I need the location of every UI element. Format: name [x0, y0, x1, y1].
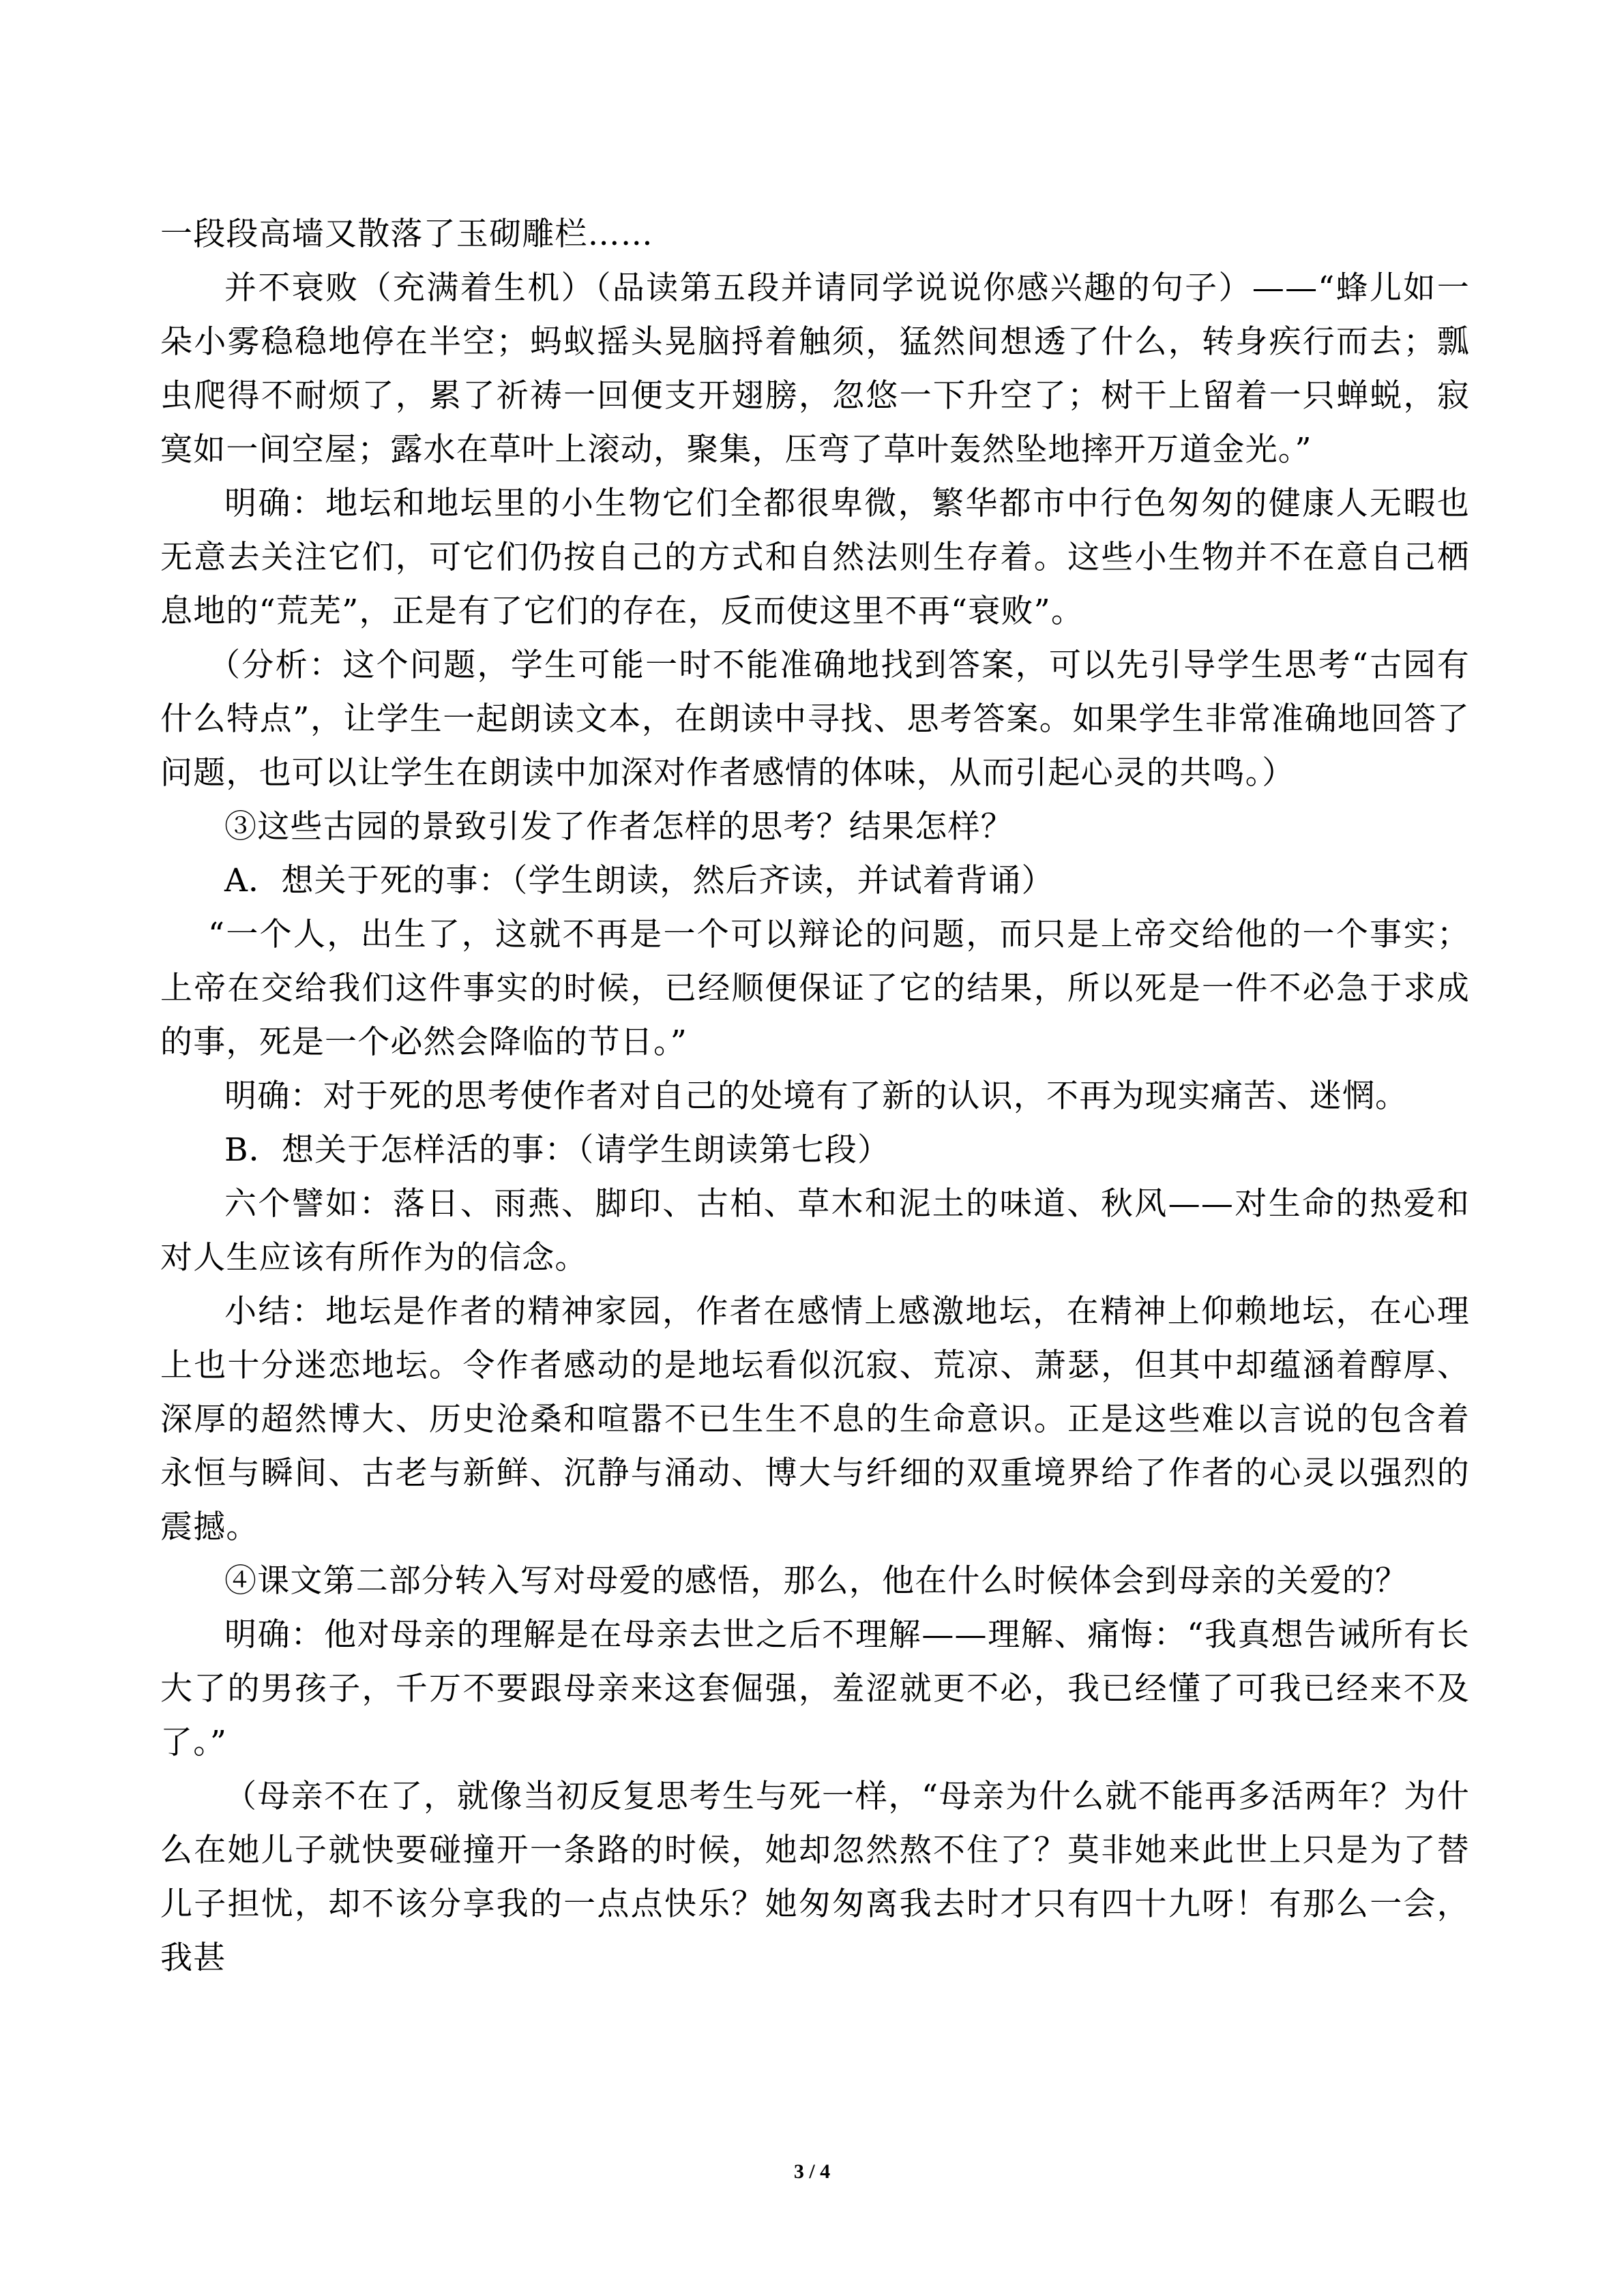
paragraph-mother-reflection: （母亲不在了，就像当初反复思考生与死一样，“母亲为什么就不能再多活两年？为什么在她儿子就快要碰撞开一条路的时候，她却忽然熬不住了？莫非她来此世上只是为了替儿子担忧，却不该分享我的一点点快乐？她匆匆离我去时才只有四十九呀！有那么一会，我甚	[160, 1778, 1470, 1977]
paragraph-clarification-death: 明确：对于死的思考使作者对自己的处境有了新的认识，不再为现实痛苦、迷惘。	[224, 1077, 1408, 1115]
paragraph-point-b: B．想关于怎样活的事：（请学生朗读第七段）	[224, 1131, 891, 1169]
paragraph-summary: 小结：地坛是作者的精神家园，作者在感情上感激地坛，在精神上仰赖地坛，在心理上也十分迷恋地坛。令作者感动的是地坛看似沉寂、荒凉、萧瑟，但其中却蕴涵着醇厚、深厚的超然博大、历史沧桑和喧嚣不已生生不息的生命意识。正是这些难以言说的包含着永恒与瞬间、古老与新鲜、沉静与涌动、博大与纤细的双重境界给了作者的心灵以强烈的震撼。	[160, 1293, 1470, 1546]
paragraph-not-decayed: 并不衰败（充满着生机）（品读第五段并请同学说说你感兴趣的句子）——“蜂儿如一朵小雾稳稳地停在半空；蚂蚁摇头晃脑捋着触须，猛然间想透了什么，转身疾行而去；瓢虫爬得不耐烦了，累了祈祷一回便支开翅膀，忽悠一下升空了；树干上留着一只蝉蜕，寂寞如一间空屋；露水在草叶上滚动，聚集，压弯了草叶轰然坠地摔开万道金光。”	[160, 269, 1470, 468]
paragraph-clarification-creatures: 明确：地坛和地坛里的小生物它们全都很卑微，繁华都市中行色匆匆的健康人无暇也无意去关注它们，可它们仍按自己的方式和自然法则生存着。这些小生物并不在意自己栖息地的“荒芜”，正是有了它们的存在，反而使这里不再“衰败”。	[160, 485, 1470, 630]
paragraph-point-a: A．想关于死的事：（学生朗读，然后齐读，并试着背诵）	[224, 862, 1054, 899]
paragraph-quote-death: “一个人，出生了，这就不再是一个可以辩论的问题，而只是上帝交给他的一个事实；上帝在交给我们这件事实的时候，已经顺便保证了它的结果，所以死是一件不必急于求成的事，死是一个必然会降临的节日。”	[160, 916, 1470, 1061]
paragraph-question-3: ③这些古园的景致引发了作者怎样的思考？结果怎样？	[224, 808, 1014, 846]
paragraph-analysis-note: （分析：这个问题，学生可能一时不能准确地找到答案，可以先引导学生思考“古园有什么特点”，让学生一起朗读文本，在朗读中寻找、思考答案。如果学生非常准确地回答了问题，也可以让学生在朗读中加深对作者感情的体味，从而引起心灵的共鸣。）	[160, 646, 1470, 792]
paragraph-question-4: ④课文第二部分转入写对母爱的感悟，那么，他在什么时候体会到母亲的关爱的？	[224, 1562, 1408, 1600]
page-number: 3 / 4	[793, 2160, 831, 2183]
paragraph-continuation: 一段段高墙又散落了玉砌雕栏……	[160, 215, 653, 253]
paragraph-six-examples: 六个譬如：落日、雨燕、脚印、古柏、草木和泥土的味道、秋风——对生命的热爱和对人生应该有所作为的信念。	[160, 1185, 1470, 1277]
paragraph-clarification-mother: 明确：他对母亲的理解是在母亲去世之后不理解——理解、痛悔：“我真想告诫所有长大了的男孩子，千万不要跟母亲来这套倔强，羞涩就更不必，我已经懂了可我已经来不及了。”	[160, 1616, 1470, 1761]
document-body	[160, 207, 1470, 1985]
